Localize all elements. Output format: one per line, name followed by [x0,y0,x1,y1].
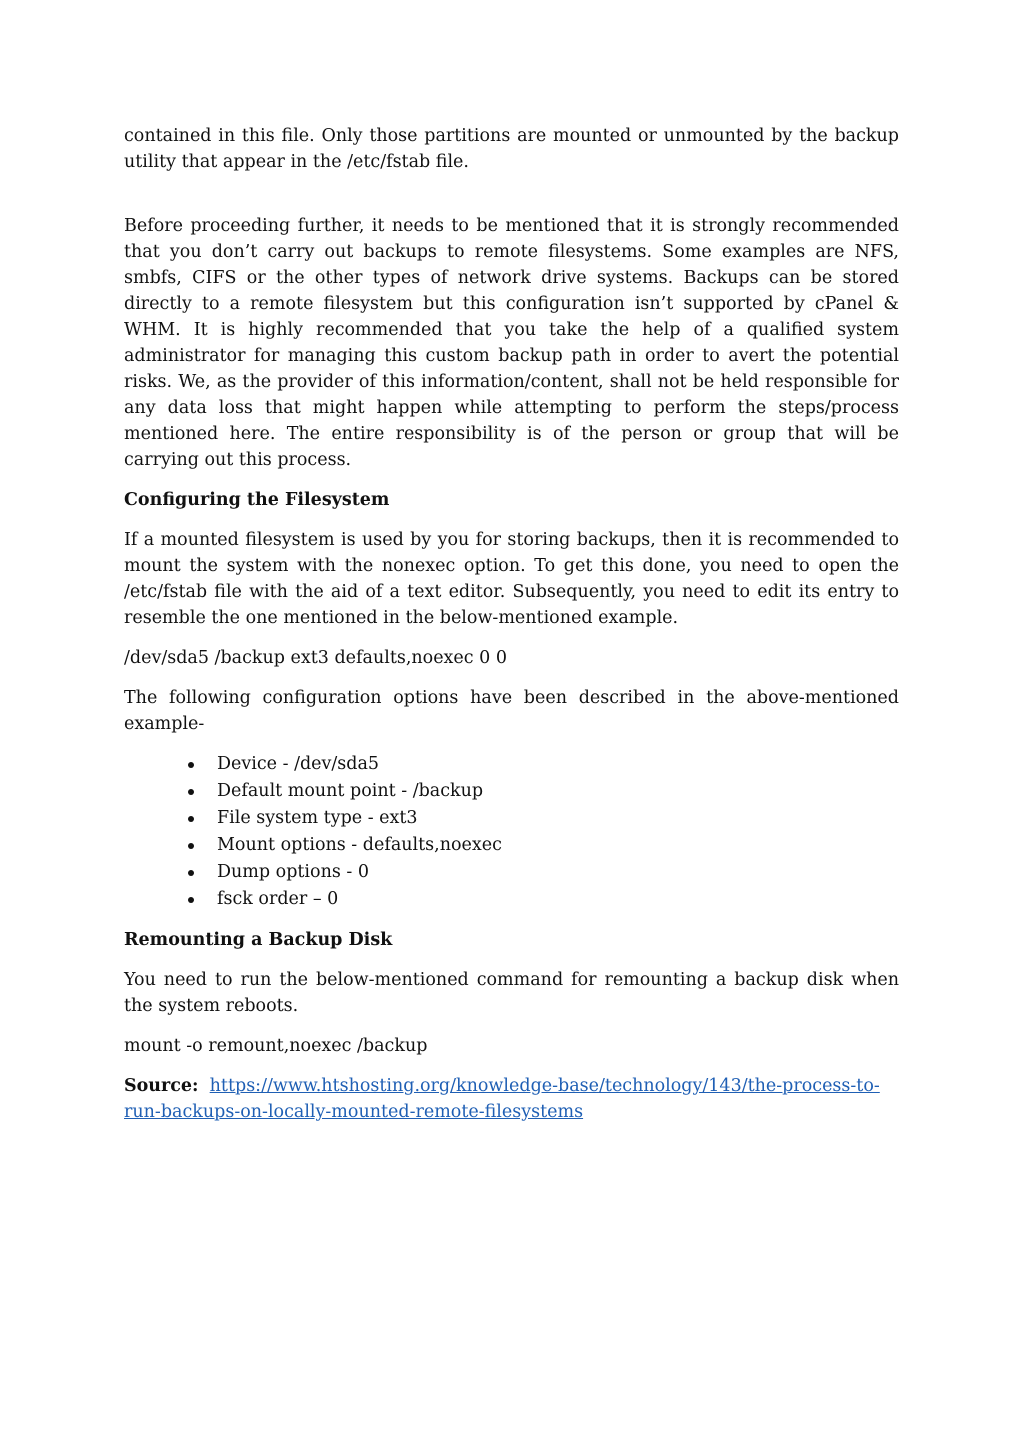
list-item: Default mount point - /backup [217,778,899,805]
section-heading-configuring: Configuring the Filesystem [124,490,390,510]
source-label: Source: [124,1076,199,1096]
remount-command-line: mount -o remount,noexec /backup [124,1036,428,1056]
list-item: Device - /dev/sda5 [217,751,899,778]
list-item: File system type - ext3 [217,805,899,832]
remounting-paragraph: You need to run the below-mentioned command for remounting a backup disk when the system reboots. [124,970,899,1016]
configuring-paragraph: If a mounted filesystem is used by you for storing backups, then it is recommended to mount the system with the nonexec option. To get this done, you need to open the /etc/fstab file with the aid of a text editor. Subsequently, you need to edit its entry to resemble the one mentioned in the below-mentioned example. [124,530,899,628]
section-heading-remounting: Remounting a Backup Disk [124,930,393,950]
intro-paragraph: contained in this file. Only those partitions are mounted or unmounted by the backup utility that appear in the /etc/fstab file. [124,126,899,172]
source-line [124,1073,899,1125]
list-item: Mount options - defaults,noexec [217,832,899,859]
options-list [124,751,899,913]
options-intro-paragraph: The following configuration options have been described in the above-mentioned example- [124,688,899,734]
source-link[interactable]: https://www.htshosting.org/knowledge-base/technology/143/the-process-to-run-backups-on-locally-mounted-remote-filesystems [124,1076,880,1122]
fstab-example-line: /dev/sda5 /backup ext3 defaults,noexec 0 0 [124,648,507,668]
list-item: Dump options - 0 [217,859,899,886]
document-page [124,123,899,1125]
warning-paragraph: Before proceeding further, it needs to be mentioned that it is strongly recommended that you don’t carry out backups to remote filesystems. Some examples are NFS, smbfs, CIFS or the other types of network drive systems. Backups can be stored directly to a remote filesystem but this configuration isn’t supported by cPanel & WHM. It is highly recommended that you take the help of a qualified system administrator for managing this custom backup path in order to avert the potential risks. We, as the provider of this information/content, shall not be held responsible for any data loss that might happen while attempting to perform the steps/process mentioned here. The entire responsibility is of the person or group that will be carrying out this process. [124,216,899,470]
list-item: fsck order – 0 [217,886,899,913]
